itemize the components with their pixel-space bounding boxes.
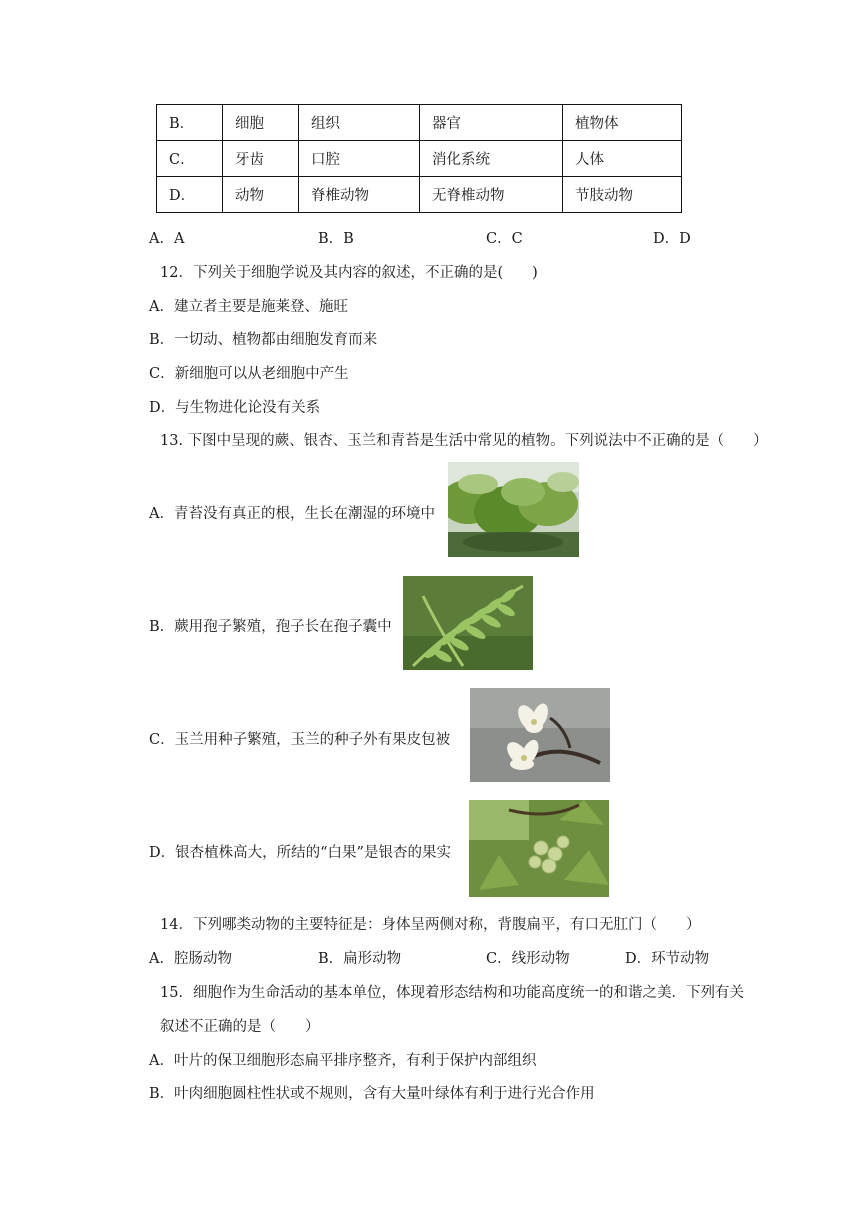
q13-option-d: D．银杏植株高大，所结的“白果”是银杏的果实	[149, 845, 451, 861]
q12-stem: 12．下列关于细胞学说及其内容的叙述，不正确的是( )	[160, 265, 538, 281]
q11-option-c: C．C	[486, 231, 523, 247]
table-cell: B．	[157, 105, 223, 141]
table-cell: 植物体	[563, 105, 682, 141]
table-cell: C．	[157, 141, 223, 177]
q14-option-c: C．线形动物	[486, 951, 570, 967]
table-cell: 人体	[563, 141, 682, 177]
q11-option-b: B．B	[318, 231, 354, 247]
table-cell: 消化系统	[420, 141, 563, 177]
table-cell: 脊椎动物	[299, 177, 420, 213]
q11-option-a: A．A	[149, 231, 185, 247]
q12-option-d: D．与生物进化论没有关系	[149, 400, 321, 416]
q13-option-b: B．蕨用孢子繁殖，孢子长在孢子囊中	[149, 619, 392, 635]
q12-option-c: C．新细胞可以从老细胞中产生	[149, 366, 349, 382]
magnolia-photo	[470, 688, 610, 782]
moss-photo	[448, 462, 579, 557]
table-cell: 细胞	[223, 105, 299, 141]
table-row	[157, 105, 682, 141]
q14-option-b: B．扁形动物	[318, 951, 402, 967]
q13-option-a: A．青苔没有真正的根，生长在潮湿的环境中	[149, 506, 435, 522]
table-row	[157, 177, 682, 213]
q12-option-a: A．建立者主要是施莱登、施旺	[149, 299, 348, 315]
q15-option-a: A．叶片的保卫细胞形态扁平排序整齐，有利于保护内部组织	[149, 1053, 537, 1069]
table-cell: 牙齿	[223, 141, 299, 177]
q15-stem-line2: 叙述不正确的是（ ）	[160, 1019, 320, 1035]
q14-stem: 14．下列哪类动物的主要特征是：身体呈两侧对称，背腹扁平，有口无肛门（ ）	[160, 917, 701, 933]
q15-stem-line1: 15．细胞作为生命活动的基本单位，体现着形态结构和功能高度统一的和谐之美．下列有关	[160, 985, 744, 1001]
q14-option-d: D．环节动物	[625, 951, 710, 967]
q13-option-c: C．玉兰用种子繁殖，玉兰的种子外有果皮包被	[149, 732, 451, 748]
table-row	[157, 141, 682, 177]
q12-option-b: B．一切动、植物都由细胞发育而来	[149, 332, 378, 348]
options-table	[156, 104, 682, 213]
fern-photo	[403, 576, 533, 670]
table-cell: 口腔	[299, 141, 420, 177]
q13-stem: 13. 下图中呈现的蕨、银杏、玉兰和青苔是生活中常见的植物。下列说法中不正确的是（ ）	[160, 433, 768, 449]
table-cell: 组织	[299, 105, 420, 141]
ginkgo-photo	[469, 800, 609, 897]
q11-option-d: D．D	[653, 231, 691, 247]
q14-option-a: A．腔肠动物	[149, 951, 232, 967]
table-cell: 节肢动物	[563, 177, 682, 213]
table-cell: D．	[157, 177, 223, 213]
table-cell: 器官	[420, 105, 563, 141]
q15-option-b: B．叶肉细胞圆柱性状或不规则，含有大量叶绿体有利于进行光合作用	[149, 1086, 595, 1102]
table-cell: 无脊椎动物	[420, 177, 563, 213]
table-cell: 动物	[223, 177, 299, 213]
